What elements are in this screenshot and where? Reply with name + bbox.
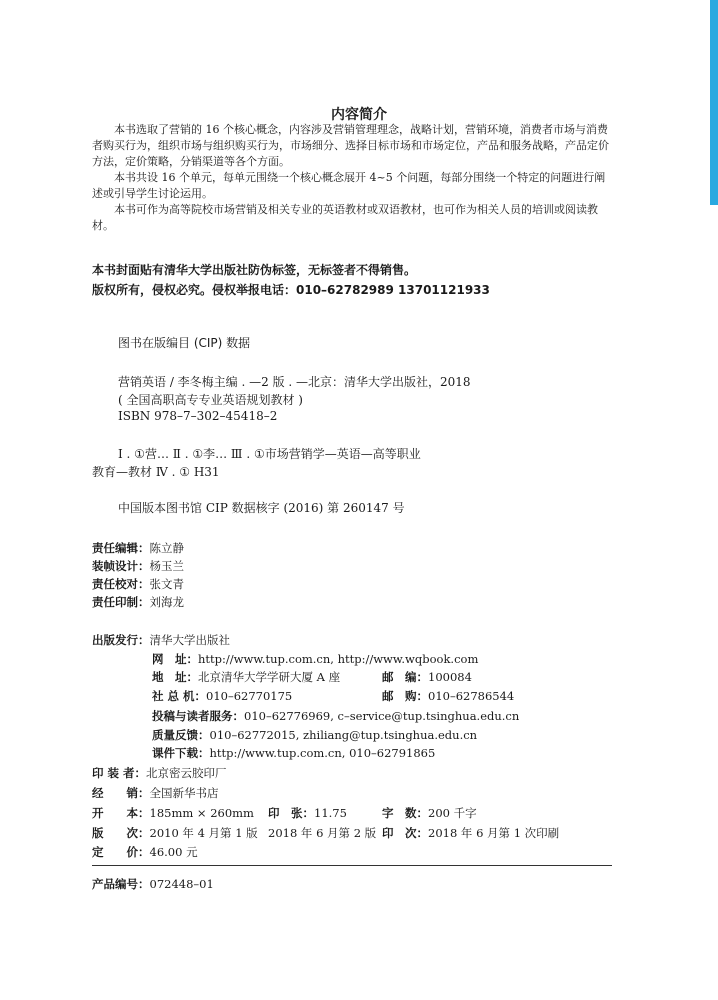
printing-row bbox=[382, 825, 559, 841]
distributor-value: 全国新华书店 bbox=[149, 786, 219, 800]
product-code-value: 072448–01 bbox=[149, 877, 214, 891]
staff-value: 刘海龙 bbox=[149, 595, 184, 609]
staff-label: 责任校对： bbox=[92, 577, 150, 591]
summary-paragraph-3: 本书可作为高等院校市场营销及相关专业的英语教材或双语教材，也可作为相关人员的培训或阅读教材。 bbox=[92, 203, 598, 232]
cip-title-line: 营销英语 / 李冬梅主编 . —2 版 . —北京：清华大学出版社，2018 bbox=[118, 375, 471, 389]
cip-classification-line-1: Ⅰ . ①营… Ⅱ . ①李… Ⅲ . ①市场营销学—英语—高等职业 bbox=[118, 447, 421, 461]
price-value: 46.00 元 bbox=[149, 845, 198, 859]
staff-value: 陈立静 bbox=[149, 541, 184, 555]
word-count-value: 200 千字 bbox=[428, 806, 477, 820]
contribution-label: 投稿与读者服务： bbox=[152, 709, 244, 723]
format-value: 185mm × 260mm bbox=[149, 806, 254, 820]
summary-paragraph-2: 本书共设 16 个单元，每单元围绕一个核心概念展开 4~5 个问题，每部分围绕一个特定的问题进行阐述或引导学生讨论运用。 bbox=[92, 171, 606, 200]
cip-record-number: 中国版本图书馆 CIP 数据核字 (2016) 第 260147 号 bbox=[118, 501, 405, 515]
edition-second: 2018 年 6 月第 2 版 bbox=[268, 826, 377, 840]
price-label: 定 价： bbox=[92, 845, 150, 859]
staff-label: 装帧设计： bbox=[92, 559, 150, 573]
product-code-label: 产品编号： bbox=[92, 877, 150, 891]
contribution-value: 010–62776969, c–service@tup.tsinghua.edu.cn bbox=[244, 709, 520, 723]
copyright-notice: 版权所有，侵权必究。侵权举报电话：010–62782989 13701121933 bbox=[92, 283, 490, 297]
staff-row bbox=[92, 558, 184, 574]
mail-order-label: 邮 购： bbox=[382, 689, 428, 703]
switchboard-label: 社 总 机： bbox=[152, 689, 207, 703]
staff-value: 张文青 bbox=[149, 577, 184, 591]
staff-label: 责任编辑： bbox=[92, 541, 150, 555]
format-label: 开 本： bbox=[92, 806, 150, 820]
courseware-label: 课件下载： bbox=[152, 746, 210, 760]
cip-isbn: ISBN 978–7–302–45418–2 bbox=[118, 409, 278, 423]
website-value: http://www.tup.com.cn, http://www.wqbook.com bbox=[198, 652, 479, 666]
website-label: 网 址： bbox=[152, 652, 198, 666]
printer-value: 北京密云胶印厂 bbox=[146, 766, 227, 780]
edge-color-tab bbox=[710, 0, 718, 205]
edition-first: 2010 年 4 月第 1 版 bbox=[149, 826, 258, 840]
courseware-row bbox=[152, 745, 435, 761]
mail-order-value: 010–62786544 bbox=[428, 689, 515, 703]
contribution-row bbox=[152, 708, 519, 724]
address-label: 地 址： bbox=[152, 670, 198, 684]
website-row bbox=[152, 651, 478, 667]
product-code-row bbox=[92, 876, 214, 892]
staff-row bbox=[92, 540, 184, 556]
staff-row bbox=[92, 576, 184, 592]
switchboard-value: 010–62770175 bbox=[206, 689, 293, 703]
bottom-divider bbox=[92, 865, 612, 866]
address-value: 北京清华大学学研大厦 A 座 bbox=[198, 670, 341, 684]
zip-label: 邮 编： bbox=[382, 670, 428, 684]
sheets-label: 印 张： bbox=[268, 806, 314, 820]
publisher-row bbox=[92, 632, 230, 648]
mail-order-row bbox=[382, 688, 514, 704]
summary-paragraph-1: 本书选取了营销的 16 个核心概念，内容涉及营销管理理念，战略计划，营销环境，消费者市场与消费者购买行为，组织市场与组织购买行为，市场细分、选择目标市场和市场定位，产品和服务战略，产品定价方法，定价策略，分销渠道等各个方面。 bbox=[92, 123, 609, 168]
printing-label: 印 次： bbox=[382, 826, 428, 840]
sheets-row bbox=[268, 805, 347, 821]
printing-value: 2018 年 6 月第 1 次印刷 bbox=[428, 826, 560, 840]
courseware-value: http://www.tup.com.cn, 010–62791865 bbox=[209, 746, 436, 760]
cip-classification-line-2: 教育—教材 Ⅳ . ① H31 bbox=[92, 465, 220, 479]
address-row bbox=[152, 669, 340, 685]
distributor-row bbox=[92, 785, 219, 801]
anti-counterfeit-notice: 本书封面贴有清华大学出版社防伪标签，无标签者不得销售。 bbox=[92, 263, 417, 277]
staff-row bbox=[92, 594, 184, 610]
edition-label: 版 次： bbox=[92, 826, 150, 840]
cip-heading: 图书在版编目 (CIP) 数据 bbox=[118, 336, 251, 350]
quality-feedback-value: 010–62772015, zhiliang@tup.tsinghua.edu.cn bbox=[209, 728, 478, 742]
switchboard-row bbox=[152, 688, 292, 704]
summary-title: 内容简介 bbox=[331, 107, 387, 123]
price-row bbox=[92, 844, 198, 860]
format-row bbox=[92, 805, 254, 821]
quality-feedback-row bbox=[152, 727, 477, 743]
zip-value: 100084 bbox=[428, 670, 472, 684]
quality-feedback-label: 质量反馈： bbox=[152, 728, 210, 742]
printer-label: 印 装 者： bbox=[92, 766, 147, 780]
staff-label: 责任印制： bbox=[92, 595, 150, 609]
printer-row bbox=[92, 765, 227, 781]
distributor-label: 经 销： bbox=[92, 786, 150, 800]
publisher-label: 出版发行： bbox=[92, 633, 150, 647]
publisher-name: 清华大学出版社 bbox=[149, 633, 230, 647]
word-count-row bbox=[382, 805, 477, 821]
cip-series-line: ( 全国高职高专专业英语规划教材 ) bbox=[118, 393, 303, 407]
zip-row bbox=[382, 669, 472, 685]
word-count-label: 字 数： bbox=[382, 806, 428, 820]
edition-row bbox=[92, 825, 258, 841]
staff-value: 杨玉兰 bbox=[149, 559, 184, 573]
sheets-value: 11.75 bbox=[314, 806, 347, 820]
